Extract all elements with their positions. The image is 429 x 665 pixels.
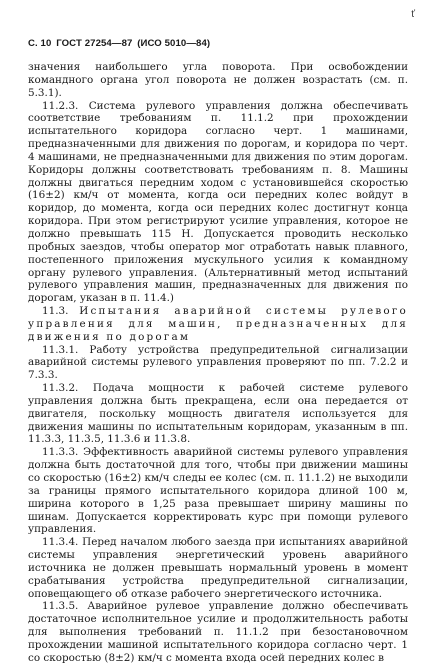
page-header [28, 38, 212, 49]
standard-number: ГОСТ 27254—87 [56, 38, 133, 49]
section-number: 11.3. [42, 305, 69, 318]
paragraph-continuation: значения наибольшего угла поворота. При освобождении командного органа угол поворота не должен возрастать (см. п. 5.3.1). [28, 61, 408, 99]
paragraph-11-3-3: 11.3.3. Эффективность аварийной системы рулевого управления должна быть достаточной для того, чтобы при движении машины со скоростью (16±2) км/ч следы ее колес (см. п. 11.1.2) не выходили за границы прямого испытательного коридора длиной 100 м, ширина которого в 1,25 раза превышает ширину машины по шинам. Допускается корректировать курс при помощи рулевого управления. [28, 446, 408, 536]
section-heading-11-3 [28, 305, 408, 344]
paragraph-11-3-4: 11.3.4. Перед началом любого заезда при испытаниях аварийной системы управления энергетический уровень аварийного источника не должен превышать нормальный уровень в момент срабатывания устройства предупредительной сигнализации, оповещающего об отказе рабочего энергетического источника. [28, 536, 408, 600]
document-body [28, 61, 408, 665]
page-corner-mark: ť [411, 9, 415, 20]
iso-reference: (ИСО 5010—84) [137, 38, 211, 49]
document-page [28, 0, 408, 664]
section-title: Испытания аварийной системы рулевого управления для машин, предназначенных для движения по дорогам [28, 305, 408, 343]
paragraph-11-3-5: 11.3.5. Аварийное рулевое управление должно обеспечивать достаточное исполнительное усилие и продолжительность работы для выполнения требований п. 11.1.2 при безостановочном прохождении машиной испытательного коридора согласно черт. 1 со скоростью (8±2) км/ч с момента входа осей передних колес в [28, 600, 408, 664]
page-number: С. 10 [28, 38, 52, 49]
paragraph-11-2-3: 11.2.3. Система рулевого управления должна обеспечивать соответствие требованиям п. 11.1.2 при прохождении испытательного коридора согласно черт. 1 машинами, предназначенными для движения по дорогам, и коридора по черт. 4 машинами, не предназначенными для движения по этим дорогам. Коридоры должны соответствовать требованиям п. 8. Машины должны двигаться передним ходом с установившейся скоростью (16±2) км/ч от момента, когда оси передних колес войдут в коридор, до момента, когда оси передних колес достигнут конца коридора. При этом регистрируют усилие управления, которое не должно превышать 115 Н. Допускается проводить несколько пробных заездов, чтобы оператор мог отработать навык плавного, постепенного приложения мускульного усилия к командному органу рулевого управления. (Альтернативный метод испытаний рулевого управления машин, предназначенных для движения по дорогам, указан в п. 11.4.) [28, 99, 408, 305]
paragraph-11-3-1: 11.3.1. Работу устройства предупредительной сигнализации аварийной системы рулевого управления проверяют по пп. 7.2.2 и 7.3.3. [28, 343, 408, 382]
paragraph-11-3-2: 11.3.2. Подача мощности к рабочей системе рулевого управления должна быть прекращена, если она передается от двигателя, поскольку мощность двигателя используется для движения машины по испытательным коридорам, указанным в пп. 11.3.3, 11.3.5, 11.3.6 и 11.3.8. [28, 382, 408, 446]
